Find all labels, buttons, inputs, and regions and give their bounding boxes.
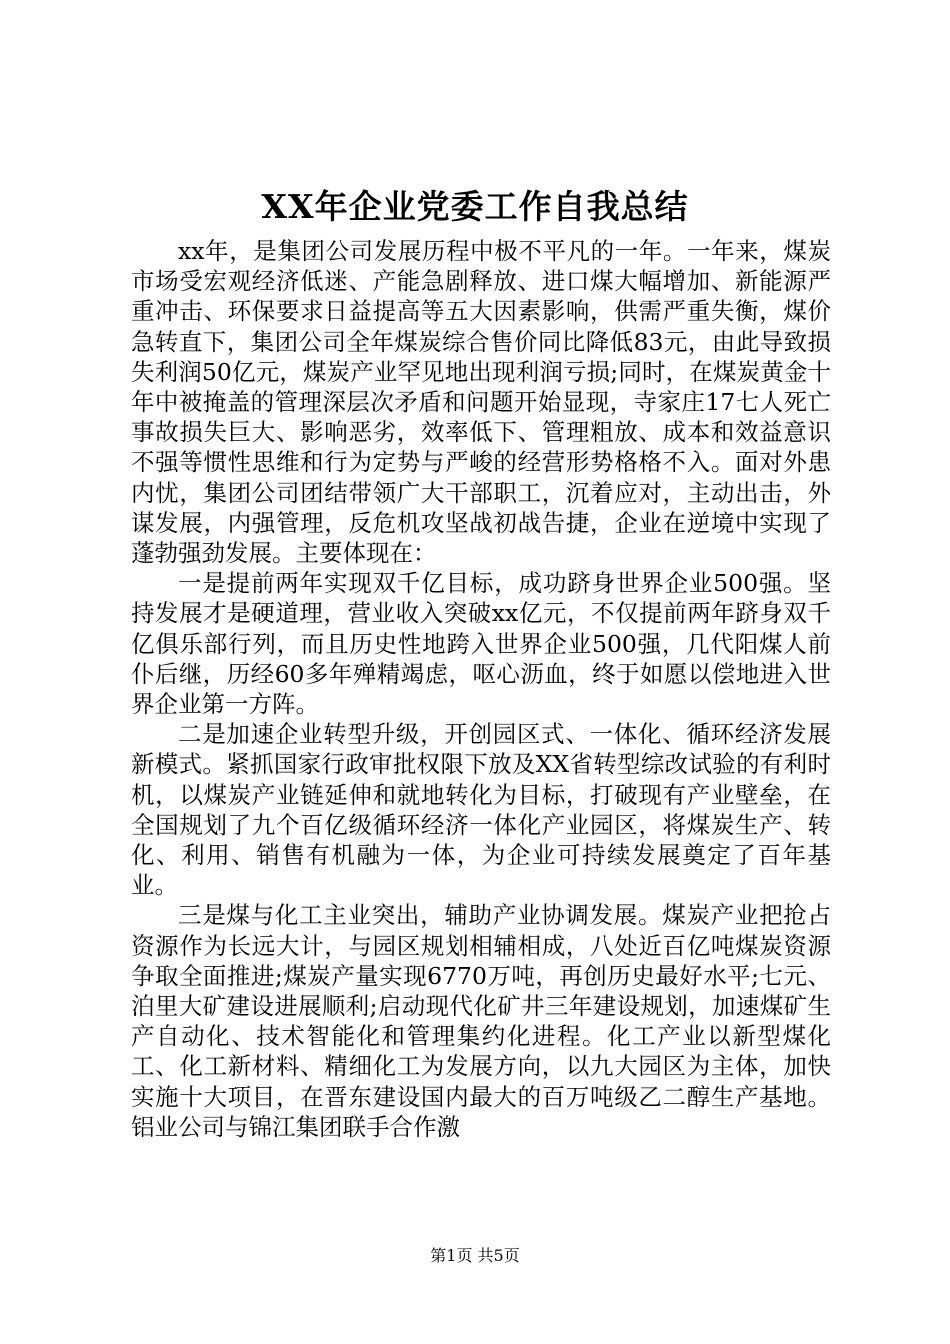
paragraph-point-two: 二是加速企业转型升级，开创园区式、一体化、循环经济发展新模式。紧抓国家行政审批权限下放及XX省转型综改试验的有利时机，以煤炭产业链延伸和就地转化为目标，打破现有产业壁垒，在全国规划了九个百亿级循环经济一体化产业园区，将煤炭生产、转化、利用、销售有机融为一体，为企业可持续发展奠定了百年基业。 (131, 720, 831, 900)
document-body (131, 236, 831, 1142)
paragraph-point-one: 一是提前两年实现双千亿目标，成功跻身世界企业500强。坚持发展才是硬道理，营业收入突破xx亿元，不仅提前两年跻身双千亿俱乐部行列，而且历史性地跨入世界企业500强，几代阳煤人前仆后继，历经60多年殚精竭虑，呕心沥血，终于如愿以偿地进入世界企业第一方阵。 (131, 569, 831, 719)
page-footer (0, 1245, 950, 1267)
paragraph-intro: xx年，是集团公司发展历程中极不平凡的一年。一年来，煤炭市场受宏观经济低迷、产能急剧释放、进口煤大幅增加、新能源严重冲击、环保要求日益提高等五大因素影响，供需严重失衡，煤价急转直下，集团公司全年煤炭综合售价同比降低83元，由此导致损失利润50亿元，煤炭产业罕见地出现利润亏损;同时，在煤炭黄金十年中被掩盖的管理深层次矛盾和问题开始显现，寺家庄17七人死亡事故损失巨大、影响恶劣，效率低下、管理粗放、成本和效益意识不强等惯性思维和行为定势与严峻的经营形势格格不入。面对外患内忧，集团公司团结带领广大干部职工，沉着应对，主动出击，外谋发展，内强管理，反危机攻坚战初战告捷，企业在逆境中实现了蓬勃强劲发展。主要体现在： (131, 237, 831, 568)
paragraph-point-three: 三是煤与化工主业突出，辅助产业协调发展。煤炭产业把抢占资源作为长远大计，与园区规划相辅相成，八处近百亿吨煤炭资源争取全面推进;煤炭产量实现6770万吨，再创历史最好水平;七元、泊里大矿建设进展顺利;启动现代化矿井三年建设规划，加速煤矿生产自动化、技术智能化和管理集约化进程。化工产业以新型煤化工、化工新材料、精细化工为发展方向，以九大园区为主体，加快实施十大项目，在晋东建设国内最大的百万吨级乙二醇生产基地。铝业公司与锦江集团联手合作激 (131, 901, 831, 1141)
page-title: XX年企业党委工作自我总结 (261, 187, 689, 226)
page-number: 第1页 共5页 (430, 1246, 520, 1265)
